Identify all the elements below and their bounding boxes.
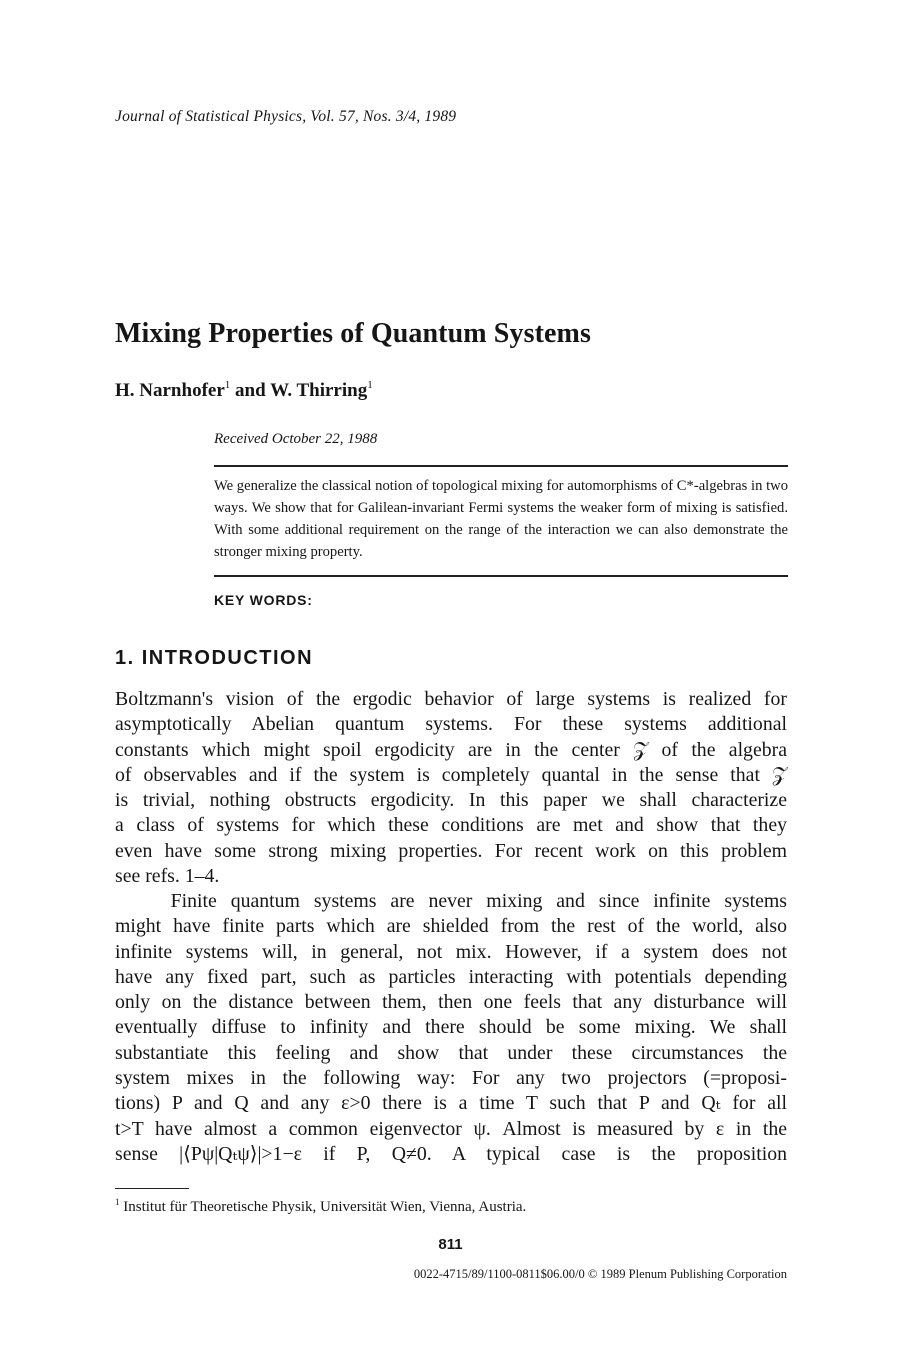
footnote-mark: 1	[115, 1197, 120, 1207]
text-line: sense |⟨Pψ|Qₜψ⟩|>1−ε if P, Q≠0. A typical case is the proposition	[115, 1142, 787, 1165]
text-line: see refs. 1–4.	[115, 865, 220, 888]
text-line: infinite systems will, in general, not mix. However, if a system does not	[115, 940, 787, 963]
text-line: even have some strong mixing properties. For recent work on this problem	[115, 839, 787, 862]
keywords-label: KEY WORDS:	[214, 592, 313, 608]
footnote-text: Institut für Theoretische Physik, Universität Wien, Vienna, Austria.	[119, 1199, 527, 1215]
text-line: constants which might spoil ergodicity are in the center 𝒵 of the algebra	[115, 738, 787, 761]
article-title: Mixing Properties of Quantum Systems	[115, 318, 591, 349]
author-1-affiliation-mark: 1	[224, 379, 231, 391]
copyright-line: 0022-4715/89/1100-0811$06.00/0 © 1989 Plenum Publishing Corporation	[413, 1267, 787, 1281]
text-line: substantiate this feeling and show that under these circumstances the	[115, 1041, 787, 1064]
text-line: t>T have almost a common eigenvector ψ. Almost is measured by ε in the	[115, 1117, 787, 1140]
received-date: Received October 22, 1988	[214, 431, 378, 447]
text-line: Boltzmann's vision of the ergodic behavior of large systems is realized for	[115, 688, 787, 710]
text-line: asymptotically Abelian quantum systems. For these systems additional	[115, 713, 787, 736]
intro-paragraph-2	[115, 889, 787, 1167]
text-line: is trivial, nothing obstructs ergodicity. In this paper we shall characterize	[115, 789, 787, 812]
author-2-affiliation-mark: 1	[367, 379, 373, 391]
text-line: a class of systems for which these conditions are met and show that they	[115, 814, 787, 837]
author-1: H. Narnhofer	[115, 380, 225, 401]
footnote-rule	[115, 1188, 189, 1189]
author-line	[115, 380, 373, 402]
text-line: of observables and if the system is completely quantal in the sense that 𝒵	[115, 763, 787, 786]
text-line: have any fixed part, such as particles interacting with potentials depending	[115, 965, 787, 988]
section-heading: 1. INTRODUCTION	[115, 647, 314, 669]
journal-header: Journal of Statistical Physics, Vol. 57, Nos. 3/4, 1989	[115, 108, 457, 125]
text-line: might have finite parts which are shielded from the rest of the world, also	[115, 915, 787, 938]
intro-paragraph-1	[115, 687, 787, 889]
abstract-bottom-rule	[214, 575, 788, 577]
author-2: W. Thirring	[270, 380, 368, 401]
text-line: system mixes in the following way: For any two projectors (=proposi-	[115, 1067, 787, 1090]
text-line: eventually diffuse to infinity and there should be some mixing. We shall	[115, 1016, 787, 1039]
text-line: only on the distance between them, then one feels that any disturbance will	[115, 991, 787, 1014]
footnote	[115, 1199, 526, 1216]
page-number: 811	[438, 1236, 463, 1253]
abstract-text: We generalize the classical notion of topological mixing for automorphisms of C*-algebras in two ways. We show that for Galilean-invariant Fermi systems the weaker form of mixing is satisfied. With some additional requirement on the range of the interaction we can also demonstrate the stronger mixing property.	[214, 478, 788, 560]
abstract-top-rule	[214, 465, 788, 467]
text-line: tions) P and Q and any ε>0 there is a time T such that P and Qₜ for all	[115, 1092, 787, 1115]
author-conjunction: and	[230, 380, 271, 401]
text-line: Finite quantum systems are never mixing and since infinite systems	[115, 890, 787, 912]
